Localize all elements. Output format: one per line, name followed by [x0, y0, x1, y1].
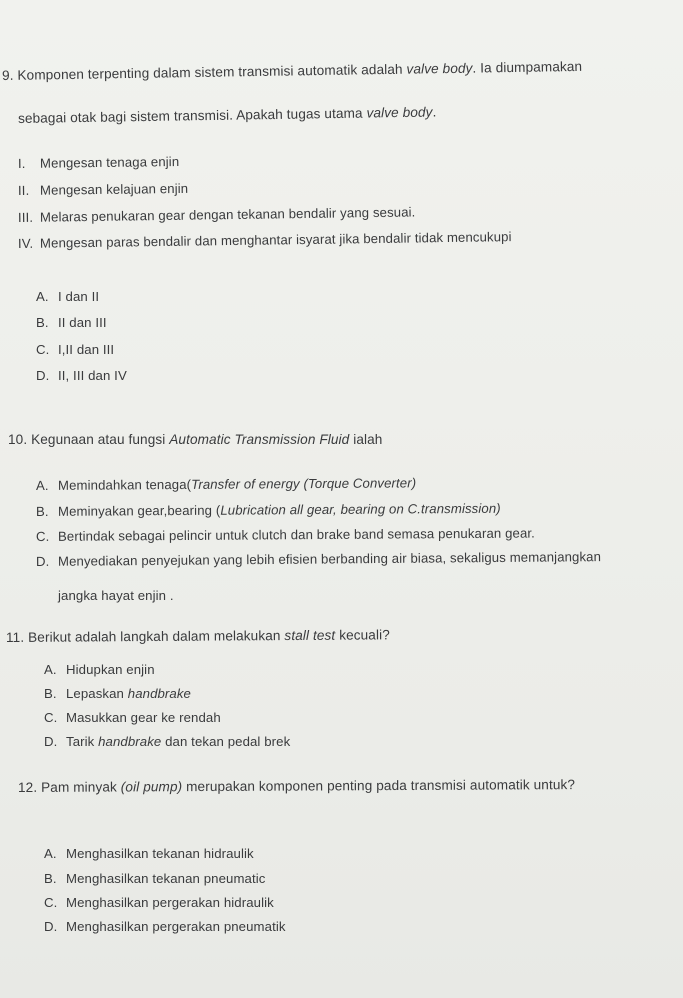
q11-option-c	[44, 710, 221, 726]
q10-option-a	[36, 475, 416, 494]
question-text: Berikut adalah langkah dalam melakukan	[28, 628, 281, 645]
statement-numeral: IV.	[17, 235, 34, 251]
option-letter: C.	[35, 528, 50, 544]
statement-iii	[18, 204, 416, 226]
question-text-italic: (oil pump)	[120, 779, 183, 795]
option-text: Meminyakan gear,bearing (	[57, 502, 221, 519]
statement-iv	[18, 229, 512, 252]
option-text: Tarik	[66, 734, 95, 749]
option-text-italic: Transfer of energy (Torque Converter)	[191, 475, 417, 492]
statement-i	[18, 154, 179, 172]
question-text: Komponen terpenting dalam sistem transmisi automatik adalah	[17, 61, 403, 83]
statement-text: Mengesan paras bendalir dan menghantar isyarat jika bendalir tidak mencukupi	[39, 229, 512, 251]
question-text-italic: Automatic Transmission Fluid	[169, 432, 350, 447]
option-text: Menghasilkan pergerakan pneumatik	[66, 919, 286, 934]
option-letter: B.	[44, 686, 57, 701]
q10-option-d	[36, 549, 601, 570]
option-text: Lepaskan	[66, 686, 124, 701]
question-text: .	[432, 104, 437, 120]
option-text-italic: handbrake	[98, 734, 162, 749]
question-text: kecuali?	[339, 627, 390, 643]
q9-option-a	[36, 289, 99, 305]
question-text: ialah	[353, 432, 383, 447]
option-letter: D.	[44, 919, 58, 934]
question-text-italic: valve body	[406, 60, 473, 77]
option-text: Menghasilkan pergerakan hidraulik	[66, 895, 274, 910]
question-number: 9.	[1, 67, 14, 83]
option-letter: D.	[35, 553, 50, 569]
q10-option-d-continued	[58, 588, 174, 604]
question-9-line-2	[18, 104, 437, 127]
question-number: 12.	[17, 779, 38, 795]
option-letter: D.	[44, 734, 58, 749]
option-letter: C.	[36, 342, 50, 357]
question-text: merupakan komponen penting pada transmisi automatik untuk?	[186, 777, 576, 795]
q9-option-c	[36, 342, 114, 358]
question-text-italic: valve body	[366, 104, 433, 121]
statement-text: Melaras penukaran gear dengan tekanan bendalir yang sesuai.	[39, 204, 416, 225]
option-text: dan tekan pedal brek	[165, 734, 291, 749]
option-letter: B.	[44, 871, 57, 886]
option-letter: D.	[36, 368, 50, 383]
option-text-italic: handbrake	[127, 686, 191, 701]
question-text: Pam minyak	[41, 779, 117, 795]
q9-option-d	[36, 368, 127, 384]
option-letter: A.	[35, 477, 49, 493]
question-number: 10.	[8, 432, 28, 447]
option-letter: C.	[44, 710, 58, 725]
q11-option-d	[44, 734, 290, 750]
option-text-italic: Lubrication all gear, bearing on C.transmission)	[220, 500, 501, 518]
question-text: Kegunaan atau fungsi	[31, 432, 166, 447]
option-text: Memindahkan tenaga(	[57, 476, 192, 493]
statement-numeral: I.	[17, 155, 26, 171]
question-text: sebagai otak bagi sistem transmisi. Apakah tugas utama	[17, 105, 363, 126]
option-text: Hidupkan enjin	[66, 662, 155, 677]
question-12	[18, 777, 575, 796]
q10-option-b	[36, 501, 501, 520]
option-letter: A.	[36, 289, 49, 304]
option-text: I,II dan III	[58, 342, 115, 357]
question-10	[8, 432, 382, 448]
option-text: Menghasilkan tekanan pneumatic	[66, 871, 266, 886]
option-letter: B.	[35, 503, 49, 519]
option-text: I dan II	[58, 289, 100, 304]
option-text: Masukkan gear ke rendah	[66, 710, 221, 725]
option-letter: A.	[44, 662, 57, 677]
option-text: jangka hayat enjin .	[58, 588, 174, 603]
option-letter: A.	[44, 846, 57, 861]
statement-ii	[18, 181, 188, 199]
option-text: Menyediakan penyejukan yang lebih efisien berbanding air biasa, sekaligus memanjangkan	[57, 549, 602, 569]
q11-option-a	[44, 662, 155, 678]
statement-numeral: II.	[17, 182, 30, 198]
question-number: 11.	[5, 629, 25, 645]
option-letter: B.	[36, 315, 49, 330]
q9-option-b	[36, 315, 107, 331]
option-text: II, III dan IV	[58, 368, 127, 383]
question-text-italic: stall test	[284, 627, 336, 644]
option-text: II dan III	[58, 315, 107, 330]
q12-option-d	[44, 919, 286, 935]
question-text: . Ia diumpamakan	[472, 58, 583, 76]
question-11	[6, 627, 390, 646]
q10-option-c	[36, 526, 535, 545]
option-text: Bertindak sebagai pelincir untuk clutch dan brake band semasa penukaran gear.	[57, 525, 535, 544]
statement-text: Mengesan tenaga enjin	[39, 154, 180, 171]
question-9-line-1	[2, 59, 582, 84]
q11-option-b	[44, 686, 191, 702]
statement-text: Mengesan kelajuan enjin	[39, 180, 189, 198]
statement-numeral: III.	[17, 209, 34, 225]
option-letter: C.	[44, 895, 58, 910]
q12-option-b	[44, 871, 265, 887]
q12-option-c	[44, 895, 274, 911]
q12-option-a	[44, 846, 254, 862]
option-text: Menghasilkan tekanan hidraulik	[66, 846, 254, 861]
